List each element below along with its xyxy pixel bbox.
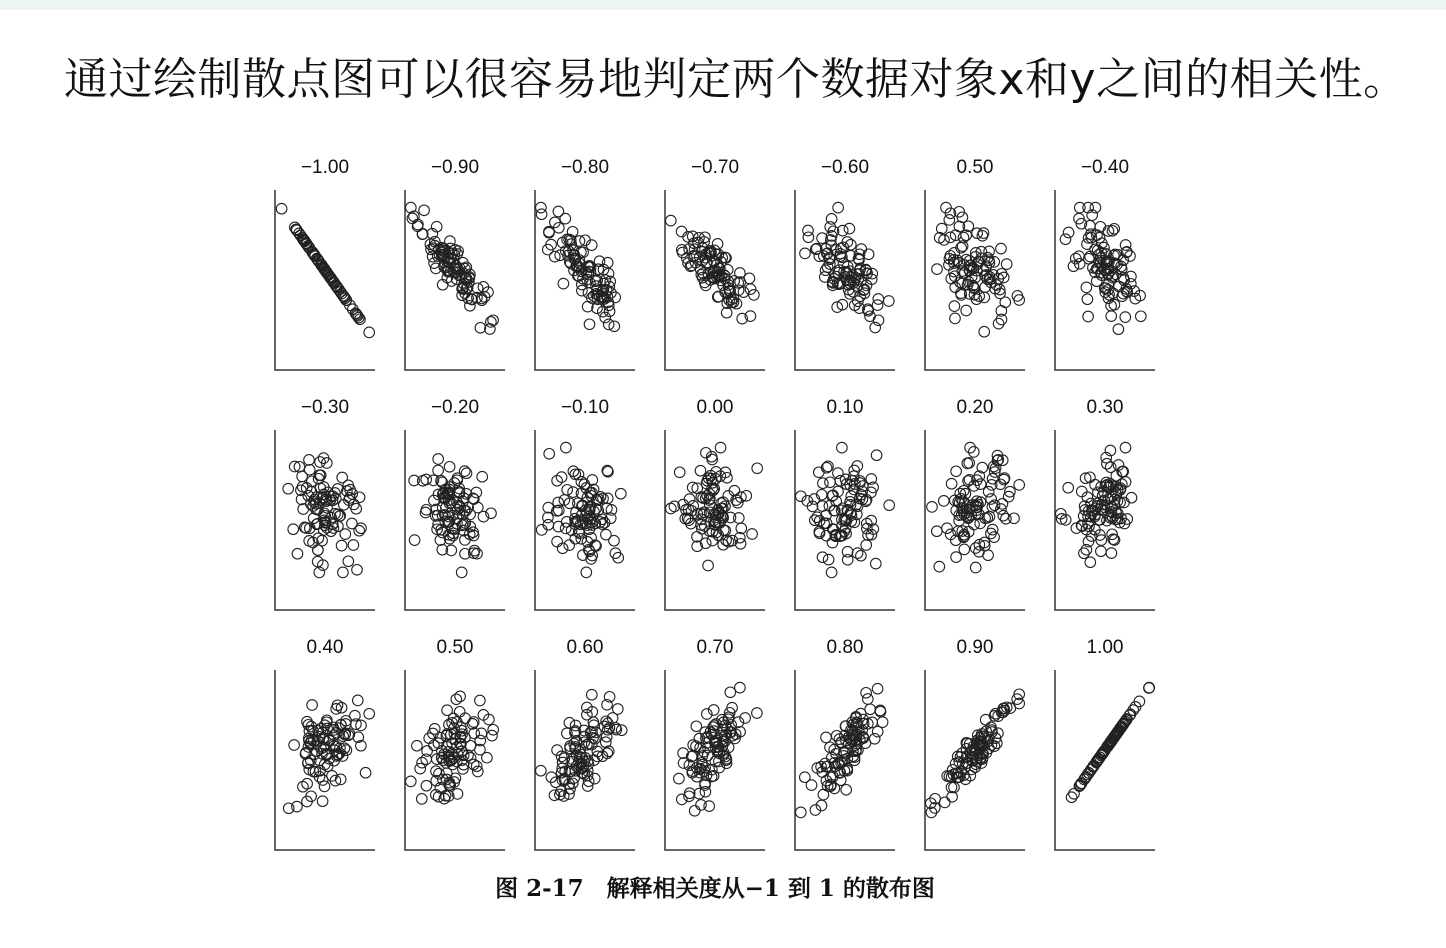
scatter-point: [1106, 548, 1117, 559]
scatter-point: [927, 502, 938, 513]
scatter-panel: [535, 637, 635, 850]
scatter-point: [934, 561, 945, 572]
scatter-point: [348, 540, 359, 551]
scatter-point: [695, 465, 706, 476]
scatter-point: [871, 450, 882, 461]
panel-title: −0.60: [820, 157, 870, 178]
panel-title: −0.30: [300, 397, 350, 418]
scatter-point: [752, 463, 763, 474]
scatter-point: [752, 708, 763, 719]
scatter-point: [951, 552, 962, 563]
scatter-point: [970, 562, 981, 573]
scatter-point: [564, 540, 575, 551]
page-heading: 通过绘制散点图可以很容易地判定两个数据对象x和y之间的相关性。: [64, 54, 1408, 105]
scatter-point: [564, 717, 575, 728]
scatter-point: [833, 202, 844, 213]
scatter-point: [353, 695, 364, 706]
scatter-point: [1069, 789, 1080, 800]
scatter-point: [536, 765, 547, 776]
scatter-panel: [665, 157, 765, 370]
scatter-point: [419, 205, 430, 216]
scatter-point: [932, 264, 943, 275]
scatter-point: [536, 209, 547, 220]
scatter-point: [283, 483, 294, 494]
scatter-point: [560, 213, 571, 224]
scatter-point: [959, 544, 970, 555]
scatter-point: [288, 524, 299, 535]
scatter-point: [1082, 294, 1093, 305]
scatter-point: [276, 203, 287, 214]
scatter-point: [980, 714, 991, 725]
scatter-point: [684, 494, 695, 505]
scatter-point: [422, 746, 433, 757]
scatter-point: [292, 548, 303, 559]
scatter-point: [747, 529, 758, 540]
scatter-point: [609, 321, 620, 332]
scatter-point: [356, 523, 367, 534]
scatter-point: [842, 546, 853, 557]
panel-title: 0.00: [696, 397, 734, 418]
scatter-point: [456, 567, 467, 578]
scatter-point: [594, 256, 605, 267]
scatter-panel: [925, 637, 1025, 850]
scatter-point: [561, 442, 572, 453]
scatter-panel: [925, 397, 1025, 610]
scatter-panel: [795, 157, 895, 370]
scatter-point: [1120, 312, 1131, 323]
scatter-point: [553, 521, 564, 532]
scatter-point: [336, 540, 347, 551]
scatter-point: [477, 471, 488, 482]
scatter-point: [949, 301, 960, 312]
scatter-point: [562, 485, 573, 496]
scatter-point: [1144, 683, 1155, 694]
panel-title: 0.10: [826, 397, 864, 418]
figure-caption: 图 2-17 解释相关度从−1 到 1 的散布图: [495, 875, 935, 902]
scatter-point: [872, 300, 883, 311]
scatter-point: [861, 688, 872, 699]
panel-axes: [1055, 670, 1155, 850]
panel-title: 0.40: [306, 637, 344, 658]
scatter-point: [676, 226, 687, 237]
panel-title: 0.30: [1086, 397, 1124, 418]
scatter-point: [298, 504, 309, 515]
scatter-point: [1001, 259, 1012, 270]
scatter-point: [961, 305, 972, 316]
scatter-point: [806, 780, 817, 791]
scatter-point: [560, 523, 571, 534]
scatter-point: [846, 239, 857, 250]
scatter-point: [979, 326, 990, 337]
scatter-point: [424, 733, 435, 744]
panel-title: 0.70: [696, 637, 734, 658]
panel-title: 1.00: [1086, 637, 1124, 658]
scatter-point: [289, 740, 300, 751]
scatter-panel: [665, 397, 765, 610]
scatter-point: [584, 319, 595, 330]
scatter-point: [454, 707, 465, 718]
scatter-panel: [1055, 157, 1155, 370]
panel-axes: [925, 190, 1025, 370]
scatter-point: [674, 773, 685, 784]
scatter-point: [939, 496, 950, 507]
scatter-point: [364, 327, 375, 338]
panel-title: 0.90: [956, 637, 994, 658]
scatter-panel: [535, 397, 635, 610]
scatter-point: [1077, 486, 1088, 497]
panel-title: −0.40: [1080, 157, 1130, 178]
scatter-point: [304, 455, 315, 466]
scatter-point: [1075, 202, 1086, 213]
panel-title: −0.20: [430, 397, 480, 418]
scatter-point: [696, 800, 707, 811]
scatter-point: [1068, 261, 1079, 272]
scatter-point: [950, 313, 961, 324]
scatter-point: [872, 726, 883, 737]
scatter-point: [844, 223, 855, 234]
scatter-point: [552, 536, 563, 547]
scatter-point: [987, 524, 998, 535]
scatter-point: [587, 689, 598, 700]
scatter-point: [666, 215, 677, 226]
scatter-point: [1117, 466, 1128, 477]
scatter-panel: [665, 637, 765, 850]
scatter-point: [703, 560, 714, 571]
scatter-point: [1000, 297, 1011, 308]
scatter-point: [837, 442, 848, 453]
scatter-figure: [250, 140, 1180, 920]
scatter-point: [674, 467, 685, 478]
scatter-panel: [925, 157, 1025, 370]
scatter-point: [471, 487, 482, 498]
scatter-point: [803, 232, 814, 243]
scatter-point: [1001, 514, 1012, 525]
scatter-point: [577, 285, 588, 296]
scatter-point: [536, 525, 547, 536]
scatter-point: [352, 565, 363, 576]
panel-axes: [665, 670, 765, 850]
scatter-point: [433, 465, 444, 476]
scatter-panel: [275, 397, 375, 610]
panel-title: 0.60: [566, 637, 604, 658]
scatter-point: [884, 296, 895, 307]
scatter-panel: [405, 157, 505, 370]
scatter-point: [409, 535, 420, 546]
scatter-point: [616, 488, 627, 499]
scatter-panel: [275, 637, 375, 850]
scatter-panel: [275, 157, 375, 370]
scatter-point: [319, 781, 330, 792]
scatter-point: [415, 763, 426, 774]
panel-title: 0.20: [956, 397, 994, 418]
scatter-point: [1063, 482, 1074, 493]
scatter-point: [996, 243, 1007, 254]
scatter-point: [421, 474, 432, 485]
scatter-point: [983, 486, 994, 497]
scatter-point: [856, 550, 867, 561]
scatter-point: [678, 748, 689, 759]
scatter-point: [1136, 311, 1147, 322]
scatter-point: [1063, 227, 1074, 238]
panel-title: −0.80: [560, 157, 610, 178]
scatter-point: [488, 725, 499, 736]
scatter-point: [946, 478, 957, 489]
scatter-point: [841, 785, 852, 796]
scatter-point: [852, 548, 863, 559]
scatter-panel: [1055, 397, 1155, 610]
panel-title: −0.10: [560, 397, 610, 418]
scatter-point: [1085, 557, 1096, 568]
scatter-point: [932, 526, 943, 537]
scatter-point: [317, 796, 328, 807]
scatter-point: [307, 700, 318, 711]
scatter-panel: [1055, 637, 1155, 850]
scatter-point: [986, 494, 997, 505]
scatter-point: [823, 554, 834, 565]
panel-title: −0.70: [690, 157, 740, 178]
scatter-point: [946, 273, 957, 284]
panel-title: −1.00: [300, 157, 350, 178]
scatter-point: [421, 780, 432, 791]
scatter-point: [1014, 295, 1025, 306]
scatter-point: [543, 519, 554, 530]
scatter-point: [678, 758, 689, 769]
scatter-point: [303, 758, 314, 769]
scatter-point: [601, 529, 612, 540]
scatter-point: [1066, 792, 1077, 803]
scatter-point: [364, 709, 375, 720]
scatter-point: [796, 807, 807, 818]
scatter-point: [1113, 324, 1124, 335]
scatter-point: [544, 449, 555, 460]
scatter-point: [460, 713, 471, 724]
scatter-point: [877, 717, 888, 728]
scatter-point: [987, 473, 998, 484]
scatter-point: [715, 442, 726, 453]
scatter-point: [1079, 548, 1090, 559]
scatter-point: [949, 782, 960, 793]
scatter-point: [861, 540, 872, 551]
scatter-point: [817, 552, 828, 563]
panel-title: −0.90: [430, 157, 480, 178]
scatter-matrix: [250, 140, 1180, 860]
scatter-point: [485, 324, 496, 335]
scatter-point: [1120, 442, 1131, 453]
scatter-point: [1014, 480, 1025, 491]
scatter-panel: [795, 397, 895, 610]
scatter-panel: [795, 637, 895, 850]
scatter-point: [433, 454, 444, 465]
scatter-point: [406, 202, 417, 213]
scatter-point: [476, 728, 487, 739]
scatter-panel: [535, 157, 635, 370]
panel-title: 0.80: [826, 637, 864, 658]
panel-title: 0.50: [956, 157, 994, 178]
panel-axes: [405, 190, 505, 370]
scatter-point: [558, 278, 569, 289]
scatter-point: [461, 468, 472, 479]
scatter-point: [317, 775, 328, 786]
scatter-point: [826, 567, 837, 578]
scatter-point: [940, 797, 951, 808]
scatter-point: [1074, 251, 1085, 262]
scatter-point: [553, 206, 564, 217]
scatter-point: [475, 323, 486, 334]
scatter-point: [814, 467, 825, 478]
scatter-point: [713, 292, 724, 303]
scatter-point: [1081, 282, 1092, 293]
scatter-point: [475, 695, 486, 706]
scatter-point: [825, 477, 836, 488]
scatter-point: [884, 500, 895, 511]
scatter-point: [800, 248, 811, 259]
scatter-point: [872, 683, 883, 694]
scatter-point: [1126, 492, 1137, 503]
scatter-panel: [405, 637, 505, 850]
scatter-point: [297, 471, 308, 482]
scatter-point: [689, 806, 700, 817]
scatter-point: [1083, 311, 1094, 322]
scatter-point: [725, 687, 736, 698]
scatter-point: [951, 466, 962, 477]
scatter-point: [343, 556, 354, 567]
scatter-point: [360, 767, 371, 778]
scatter-point: [735, 682, 746, 693]
scatter-point: [603, 319, 614, 330]
scatter-point: [544, 227, 555, 238]
scatter-point: [444, 462, 455, 473]
top-strip: [0, 0, 1446, 10]
panel-title: 0.50: [436, 637, 474, 658]
scatter-point: [942, 523, 953, 534]
scatter-point: [557, 543, 568, 554]
scatter-point: [338, 567, 349, 578]
scatter-point: [871, 558, 882, 569]
scatter-point: [863, 694, 874, 705]
scatter-point: [969, 519, 980, 530]
scatter-point: [544, 226, 555, 237]
scatter-point: [417, 794, 428, 805]
scatter-point: [581, 567, 592, 578]
scatter-point: [1106, 311, 1117, 322]
scatter-point: [1096, 546, 1107, 557]
scatter-point: [1060, 234, 1071, 245]
scatter-point: [406, 776, 417, 787]
scatter-point: [998, 510, 1009, 521]
scatter-panel: [405, 397, 505, 610]
scatter-point: [821, 732, 832, 743]
scatter-point: [412, 740, 423, 751]
